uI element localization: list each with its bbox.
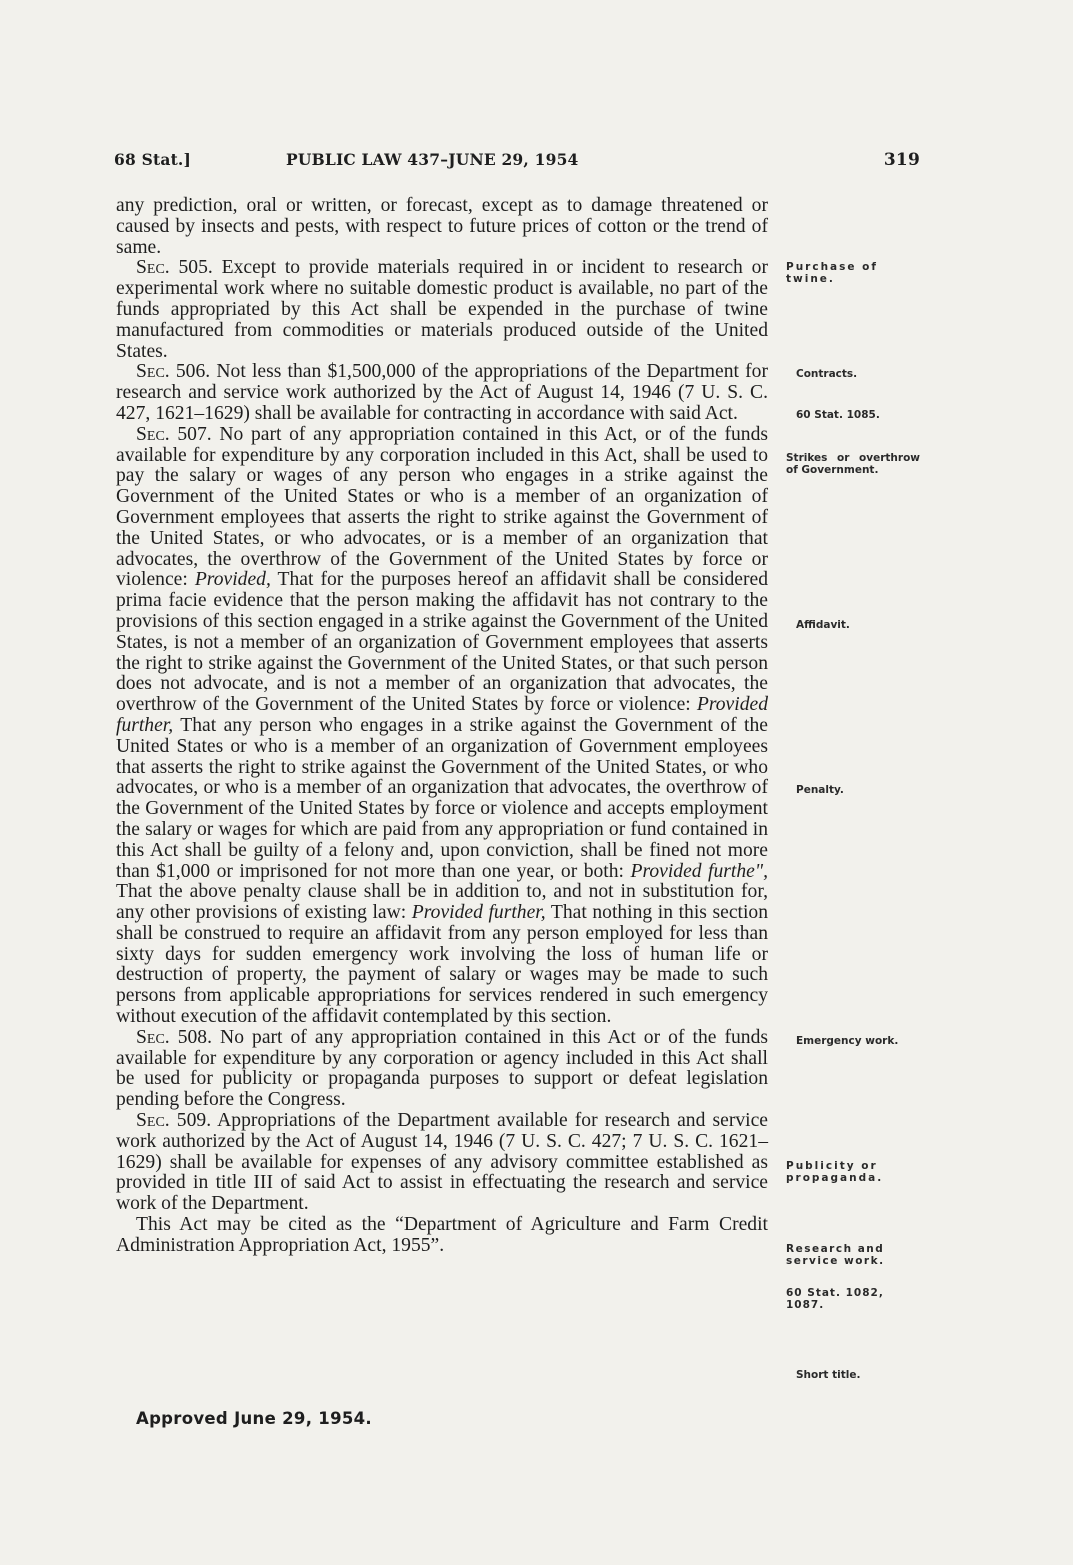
section-text: Except to provide materials required in or incident to research or experimental work where no suitable domestic product is available, no part of the funds appropriated by this Act shall be expended in the purchase of twine manufactured from commodities or materials produced outside of the United States. [116, 257, 768, 362]
section-507 [116, 425, 768, 1028]
margin-note-contracts: Contracts. [796, 368, 858, 380]
section-label: Sec. 508. [136, 1026, 213, 1048]
page-number: 319 [883, 150, 920, 170]
margin-note-strikes: Strikes or overthrow of Government. [786, 452, 920, 476]
approval-date: Approved June 29, 1954. [136, 1409, 372, 1428]
proviso: Provided further, [116, 694, 768, 736]
section-508 [116, 1028, 768, 1111]
margin-note-penalty: Penalty. [796, 784, 844, 796]
body-text [116, 196, 768, 1257]
section-506 [116, 362, 768, 424]
stat-reference: 68 Stat.] [114, 150, 192, 169]
proviso: Provided further, [411, 902, 546, 924]
margin-note-purchase: Purchase of twine. [786, 261, 878, 285]
section-label: Sec. 509. [136, 1110, 212, 1132]
margin-note-publicity: Publicity or propaganda. [786, 1160, 884, 1184]
section-509 [116, 1111, 768, 1215]
margin-note-short-title: Short title. [796, 1369, 861, 1381]
section-label: Sec. 506. [136, 361, 211, 383]
margin-note-emergency: Emergency work. [796, 1035, 899, 1047]
section-text: That for the purposes hereof an affidavit shall be considered prima facie evidence that the person making the affidavit has not contrary to the provisions of this section engaged in a strike against the Government of the United States, is not a member of an organization of Government employees that asserts the right to strike against the Government of the United States, or that such person does not advocate, and is not a member of an organization that advocates, the overthrow of the Government of the United States by force or violence: [116, 569, 768, 716]
section-label: Sec. 505. [136, 257, 213, 279]
proviso: Provided, [194, 569, 271, 591]
margin-note-stat-1085: 60 Stat. 1085. [796, 409, 880, 421]
section-text: That nothing in this section shall be construed to require an affidavit from any person employed for less than sixty days for sudden emergency work involving the loss of human life or destruction of property, the payment of salary or wages may be made to such persons from applicable appropriations for services rendered in such emergency without execution of the affidavit contemplated by this section. [116, 902, 769, 1028]
paragraph-continuation: any prediction, oral or written, or forecast, except as to damage threatened or caused by insects and pests, with respect to future prices of cotton or the trend of same. [116, 195, 768, 258]
section-text: Not less than $1,500,000 of the appropriations of the Department for research and service work authorized by the Act of August 14, 1946 (7 U. S. C. 427, 1621–1629) shall be available for contracting in accordance with said Act. [116, 361, 768, 424]
margin-note-affidavit: Affidavit. [796, 619, 850, 631]
proviso: Provided furthe", [630, 860, 768, 882]
section-text: Appropriations of the Department available for research and service work authorized by the Act of August 14, 1946 (7 U. S. C. 427; 7 U. S. C. 1621–1629) shall be available for expenses of any advisory committee established as provided in title III of said Act to assist in effectuating the research and service work of the Department. [116, 1110, 768, 1215]
page-header [114, 150, 920, 176]
margin-note-stat-1082: 60 Stat. 1082, 1087. [786, 1287, 884, 1311]
section-text: That any person who engages in a strike against the Government of the United States or who is a member of an organization of Government employees that asserts the right to strike against the Government of the United States, or who advocates, or who is a member of an organization that advocates, the overthrow of the Government of the United States by force or violence and accepts employment the salary or wages for which are paid from any appropriation or fund contained in this Act shall be guilty of a felony and, upon conviction, shall be fined not more than $1,000 or imprisoned for not more than one year, or both: [116, 714, 768, 882]
section-text: No part of any appropriation contained in this Act, or of the funds available for expenditure by any corporation included in this Act, shall be used to pay the salary or wages of any person who engages in a strike against the Government of the United States or who is a member of an organization of Government employees that asserts the right to strike against the Government of the United States, or who advocates, or is a member of an organization that advocates, the overthrow of the Government of the United States by force or violence: [116, 423, 768, 591]
section-label: Sec. 507. [136, 423, 212, 445]
page-title: PUBLIC LAW 437–JUNE 29, 1954 [286, 150, 579, 169]
section-text: No part of any appropriation contained in this Act or of the funds available for expenditure by any corporation or agency included in this Act shall be used for publicity or propaganda purposes to support or defeat legislation pending before the Congress. [116, 1026, 769, 1111]
short-title-paragraph: This Act may be cited as the “Department of Agriculture and Farm Credit Administration Appropriation Act, 1955”. [116, 1214, 768, 1256]
margin-note-research: Research and service work. [786, 1243, 885, 1267]
section-505 [116, 258, 768, 362]
section-text: That the above penalty clause shall be in addition to, and not in substitution for, any other provisions of existing law: [116, 881, 768, 924]
